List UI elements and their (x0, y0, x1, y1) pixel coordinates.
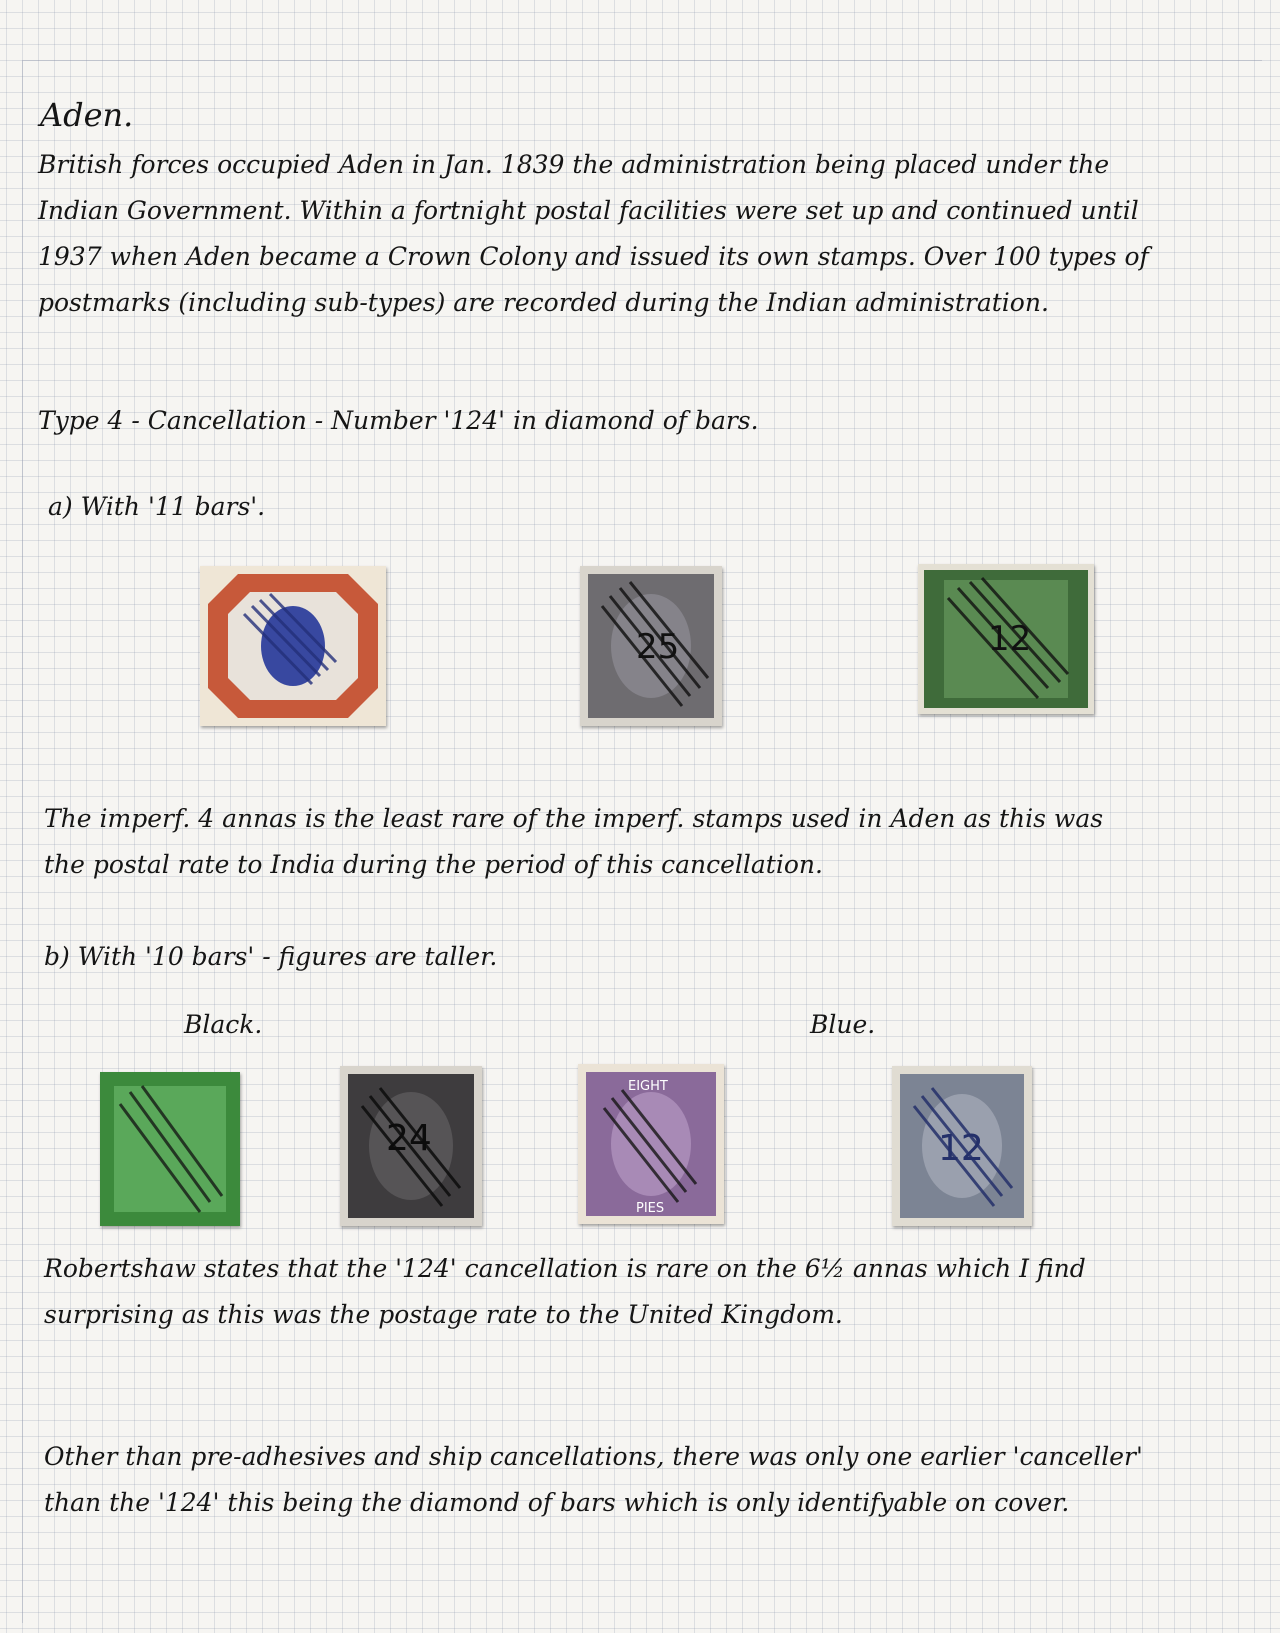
stamp-grey-blue-six-pies-image (892, 1066, 1032, 1226)
stamp-green-two-annas-image (918, 564, 1094, 714)
note-a-line-1: The imperf. 4 annas is the least rare of the imperf. stamps used in Aden as this was (44, 804, 1104, 833)
stamp-grey-perforated-image (580, 566, 722, 726)
svg-text:PIES: PIES (636, 1201, 665, 1216)
note-c-line-2: than the '124' this being the diamond of bars which is only identifyable on cover. (44, 1488, 1070, 1517)
note-b-line-2: surprising as this was the postage rate to the United Kingdom. (44, 1300, 843, 1329)
stamp-grey-perforated (580, 566, 722, 726)
svg-text:12: 12 (988, 619, 1032, 659)
svg-text:12: 12 (938, 1128, 984, 1169)
stamp-black-four-annas (340, 1066, 482, 1226)
stamp-green-black-cancel (100, 1072, 240, 1226)
intro-line-4: postmarks (including sub-types) are recorded during the Indian administration. (38, 288, 1049, 317)
black-label: Black. (184, 1010, 263, 1039)
svg-text:25: 25 (636, 627, 680, 667)
stamp-grey-blue-six-pies (892, 1066, 1032, 1226)
blue-label: Blue. (810, 1010, 876, 1039)
stamp-red-octagonal (200, 566, 386, 726)
stamp-red-octagonal-image (200, 566, 386, 726)
page-title: Aden. (40, 96, 134, 134)
intro-line-3: 1937 when Aden became a Crown Colony and issued its own stamps. Over 100 types of (38, 242, 1149, 271)
stamp-black-four-annas-image (340, 1066, 482, 1226)
section-b-label: b) With '10 bars' - figures are taller. (44, 942, 498, 971)
stamp-green-two-annas (918, 564, 1094, 714)
note-b-line-1: Robertshaw states that the '124' cancellation is rare on the 6½ annas which I find (44, 1254, 1086, 1283)
stamp-lilac-eight-pies-image (578, 1064, 724, 1224)
svg-text:EIGHT: EIGHT (628, 1079, 668, 1094)
note-a-line-2: the postal rate to India during the period of this cancellation. (44, 850, 823, 879)
intro-line-2: Indian Government. Within a fortnight postal facilities were set up and continued until (38, 196, 1139, 225)
stamp-lilac-eight-pies (578, 1064, 724, 1224)
svg-text:24: 24 (386, 1118, 432, 1159)
section-a-label: a) With '11 bars'. (48, 492, 266, 521)
note-c-line-1: Other than pre-adhesives and ship cancellations, there was only one earlier 'canceller' (44, 1442, 1143, 1471)
intro-line-1: British forces occupied Aden in Jan. 1839 the administration being placed under the (38, 150, 1110, 179)
type-heading: Type 4 - Cancellation - Number '124' in diamond of bars. (38, 406, 759, 435)
stamp-green-black-cancel-image (100, 1072, 240, 1226)
